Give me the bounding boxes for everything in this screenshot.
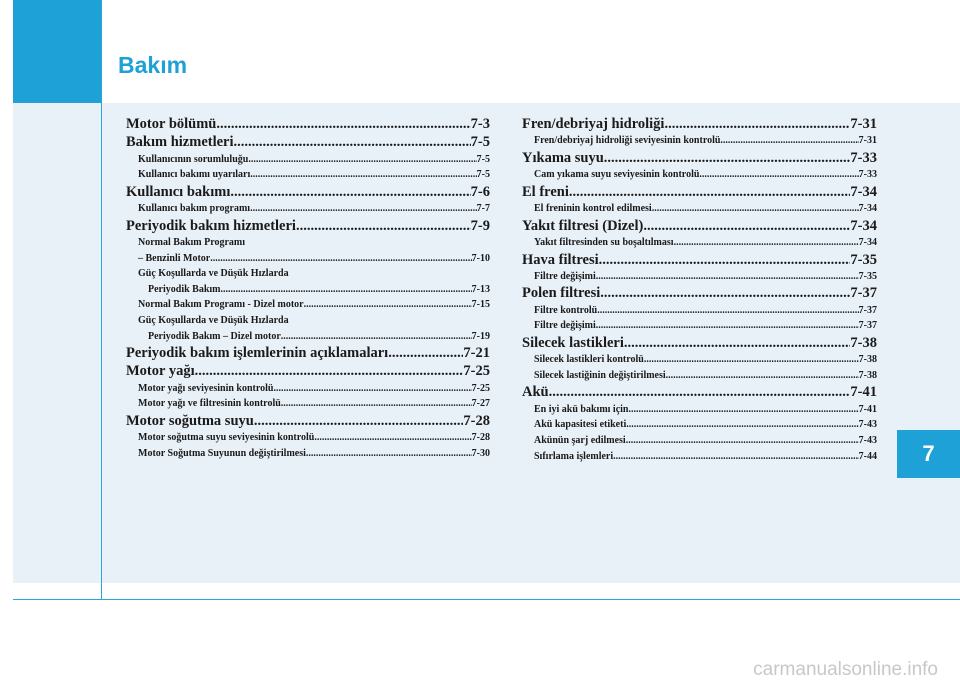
dot-leader [210, 251, 471, 267]
dot-leader [666, 368, 859, 384]
toc-column-left [126, 115, 490, 461]
toc-entry-title: Periyodik bakım hizmetleri [126, 217, 296, 234]
toc-page-number: 7-34 [858, 203, 877, 215]
toc-entry[interactable] [522, 183, 877, 201]
toc-subentry[interactable] [126, 396, 490, 412]
toc-entry[interactable] [522, 217, 877, 235]
dot-leader [306, 446, 472, 462]
toc-entry-title: – Benzinli Motor [138, 252, 211, 264]
toc-entry[interactable] [126, 133, 490, 151]
toc-page-number: 7-9 [470, 217, 490, 234]
toc-entry-title: Kullanıcı bakım programı [138, 203, 251, 215]
toc-entry-title: Yakıt filtresi (Dizel) [522, 217, 644, 234]
dot-leader [624, 334, 851, 352]
toc-entry-title: Motor yağı seviyesinin kontrolü [138, 382, 274, 394]
toc-entry-title: Filtre değişimi [534, 320, 596, 332]
toc-page-number: 7-31 [850, 116, 877, 132]
toc-page-number: 7-21 [463, 345, 490, 362]
toc-page-number: 7-41 [850, 384, 877, 401]
toc-entry[interactable] [522, 334, 877, 352]
toc-entry-title: Kullanıcı bakımı [126, 183, 231, 200]
toc-subentry[interactable] [522, 269, 877, 285]
toc-page-number: 7-10 [471, 252, 490, 264]
toc-entry[interactable] [126, 183, 490, 201]
dot-leader [234, 133, 471, 151]
toc-page-number: 7-38 [858, 354, 877, 366]
toc-page-number: 7-3 [470, 116, 490, 132]
dot-leader [720, 133, 858, 149]
dot-leader [643, 217, 850, 235]
toc-entry-title: Normal Bakım Programı [138, 236, 246, 248]
toc-entry-title: Bakım hizmetleri [126, 134, 234, 151]
chapter-tab[interactable] [897, 430, 960, 478]
toc-subentry[interactable] [126, 201, 490, 217]
toc-subentry[interactable] [126, 266, 490, 282]
toc-subentry[interactable] [126, 446, 490, 462]
toc-subentry[interactable] [126, 381, 490, 397]
toc-entry-title: Normal Bakım Programı - Dizel motor [138, 299, 304, 311]
toc-entry-title: Kullanıcı bakımı uyarıları [138, 169, 251, 181]
toc-entry-title: Fren/debriyaj hidroliği seviyesinin kontrolü [534, 135, 721, 147]
dot-leader [600, 284, 850, 302]
horizontal-rule [13, 599, 960, 600]
toc-entry-title: Motor soğutma suyu seviyesinin kontrolü [138, 432, 315, 444]
dot-leader [599, 251, 851, 269]
toc-entry-title: Cam yıkama suyu seviyesinin kontrolü [534, 169, 700, 181]
toc-page-number: 7-31 [858, 135, 877, 147]
toc-column-right [522, 115, 877, 464]
dot-leader [216, 115, 470, 133]
toc-subentry[interactable] [522, 352, 877, 368]
toc-entry-title: Silecek lastiğinin değiştirilmesi [534, 369, 666, 381]
toc-subentry[interactable] [522, 235, 877, 251]
toc-entry-title: Filtre değişimi [534, 270, 596, 282]
page-title: Bakım [118, 52, 188, 78]
dot-leader [281, 329, 472, 345]
dot-leader [388, 344, 463, 362]
toc-subentry[interactable] [522, 167, 877, 183]
toc-entry-title: Periyodik Bakım – Dizel motor [148, 330, 281, 342]
toc-entry-title: Akünün şarj edilmesi [534, 434, 626, 446]
toc-entry[interactable] [126, 115, 490, 133]
dot-leader [230, 183, 470, 201]
toc-subentry[interactable] [126, 251, 490, 267]
toc-subentry[interactable] [522, 303, 877, 319]
dot-leader [664, 115, 850, 133]
toc-page-number: 7-19 [471, 330, 490, 342]
toc-entry-title: Hava filtresi [522, 251, 599, 268]
toc-entry[interactable] [522, 251, 877, 269]
toc-entry[interactable] [522, 149, 877, 167]
dot-leader [248, 152, 476, 168]
toc-entry-title: Silecek lastikleri [522, 334, 624, 351]
toc-page-number: 7-34 [850, 217, 877, 234]
toc-page-number: 7-7 [476, 203, 490, 215]
toc-entry-title: Periyodik Bakım [148, 283, 221, 295]
toc-page-number: 7-6 [470, 183, 490, 200]
toc-subentry[interactable] [522, 133, 877, 149]
toc-entry-title: Periyodik bakım işlemlerinin açıklamaları [126, 345, 389, 362]
toc-subentry[interactable] [126, 313, 490, 329]
toc-entry-title: Polen filtresi [522, 285, 601, 302]
toc-page-number: 7-5 [476, 169, 490, 181]
toc-entry[interactable] [522, 115, 877, 133]
toc-entry[interactable] [126, 344, 490, 362]
dot-leader [314, 430, 471, 446]
toc-subentry[interactable] [522, 318, 877, 334]
dot-leader [597, 303, 858, 319]
toc-entry[interactable] [522, 284, 877, 302]
dot-leader [596, 269, 859, 285]
dot-leader [626, 433, 859, 449]
toc-page-number: 7-33 [850, 149, 877, 166]
toc-entry-title: Güç Koşullarda ve Düşük Hızlarda [138, 268, 289, 280]
toc-entry-title: Yakıt filtresinden su boşaltılması [534, 236, 674, 248]
dot-leader [273, 381, 471, 397]
dot-leader [250, 167, 476, 183]
toc-subentry[interactable] [522, 449, 877, 465]
toc-page-number: 7-28 [471, 432, 490, 444]
toc-entry-title: Motor soğutma suyu [126, 412, 254, 429]
dot-leader [569, 183, 851, 201]
dot-leader [195, 362, 464, 380]
chapter-number: 7 [922, 441, 935, 466]
toc-page-number: 7-34 [858, 236, 877, 248]
toc-entry-title: El freni [522, 183, 569, 200]
toc-page-number: 7-44 [858, 450, 877, 462]
toc-page-number: 7-5 [470, 134, 490, 151]
dot-leader [296, 217, 471, 235]
dot-leader [304, 297, 472, 313]
toc-entry-title: Fren/debriyaj hidroliği [522, 116, 665, 132]
toc-subentry[interactable] [126, 167, 490, 183]
toc-page-number: 7-38 [850, 334, 877, 351]
toc-entry-title: Akü [522, 384, 549, 401]
toc-page-number: 7-27 [471, 398, 490, 410]
toc-entry[interactable] [126, 412, 490, 430]
toc-page-number: 7-43 [858, 419, 877, 431]
toc-entry[interactable] [522, 383, 877, 401]
toc-page-number: 7-41 [858, 403, 877, 415]
toc-page-number: 7-5 [476, 153, 490, 165]
toc-entry-title: Yıkama suyu [522, 149, 604, 166]
toc-subentry[interactable] [126, 235, 490, 251]
toc-subentry[interactable] [522, 402, 877, 418]
toc-entry-title: Motor Soğutma Suyunun değiştirilmesi [138, 447, 306, 459]
toc-subentry[interactable] [126, 430, 490, 446]
toc-page-number: 7-37 [858, 304, 877, 316]
toc-entry-title: Kullanıcının sorumluluğu [138, 153, 249, 165]
dot-leader [626, 417, 858, 433]
toc-subentry[interactable] [126, 297, 490, 313]
toc-entry-title: Motor yağı ve filtresinin kontrolü [138, 398, 281, 410]
toc-page-number: 7-43 [858, 434, 877, 446]
dot-leader [254, 412, 464, 430]
vertical-rule [101, 0, 102, 600]
watermark: carmanualsonline.info [753, 659, 938, 680]
dot-leader [613, 449, 859, 465]
dot-leader [604, 149, 851, 167]
toc-page-number: 7-30 [471, 447, 490, 459]
toc-page-number: 7-28 [463, 412, 490, 429]
toc-subentry[interactable] [126, 282, 490, 298]
toc-entry-title: Motor bölümü [126, 116, 217, 132]
toc-entry-title: El freninin kontrol edilmesi [534, 203, 652, 215]
dot-leader [674, 235, 859, 251]
toc-page-number: 7-34 [850, 183, 877, 200]
toc-page-number: 7-38 [858, 369, 877, 381]
dot-leader [628, 402, 858, 418]
toc-entry-title: Sıfırlama işlemleri [534, 450, 614, 462]
toc-subentry[interactable] [126, 152, 490, 168]
dot-leader [250, 201, 477, 217]
toc-entry[interactable] [126, 217, 490, 235]
dot-leader [221, 282, 472, 298]
toc-entry-title: En iyi akü bakımı için [534, 403, 629, 415]
toc-entry-title: Akü kapasitesi etiketi [534, 419, 627, 431]
toc-subentry[interactable] [522, 417, 877, 433]
toc-entry-title: Filtre kontrolü [534, 304, 598, 316]
toc-page-number: 7-37 [850, 285, 877, 302]
toc-page-number: 7-13 [471, 283, 490, 295]
toc-subentry[interactable] [522, 201, 877, 217]
dot-leader [549, 383, 851, 401]
toc-page-number: 7-35 [858, 270, 877, 282]
toc-page-number: 7-37 [858, 320, 877, 332]
dot-leader [652, 201, 859, 217]
toc-subentry[interactable] [522, 433, 877, 449]
toc-page-number: 7-25 [471, 382, 490, 394]
toc-entry[interactable] [126, 362, 490, 380]
dot-leader [281, 396, 472, 412]
toc-page-number: 7-35 [850, 251, 877, 268]
dot-leader [699, 167, 858, 183]
toc-entry-title: Silecek lastikleri kontrolü [534, 354, 644, 366]
toc-subentry[interactable] [126, 329, 490, 345]
toc-subentry[interactable] [522, 368, 877, 384]
toc-page-number: 7-15 [471, 299, 490, 311]
toc-page-number: 7-25 [463, 363, 490, 380]
toc-page-number: 7-33 [858, 169, 877, 181]
dot-leader [644, 352, 859, 368]
dot-leader [596, 318, 859, 334]
toc-entry-title: Güç Koşullarda ve Düşük Hızlarda [138, 314, 289, 326]
chapter-color-strip [13, 0, 102, 103]
toc-entry-title: Motor yağı [126, 363, 195, 380]
